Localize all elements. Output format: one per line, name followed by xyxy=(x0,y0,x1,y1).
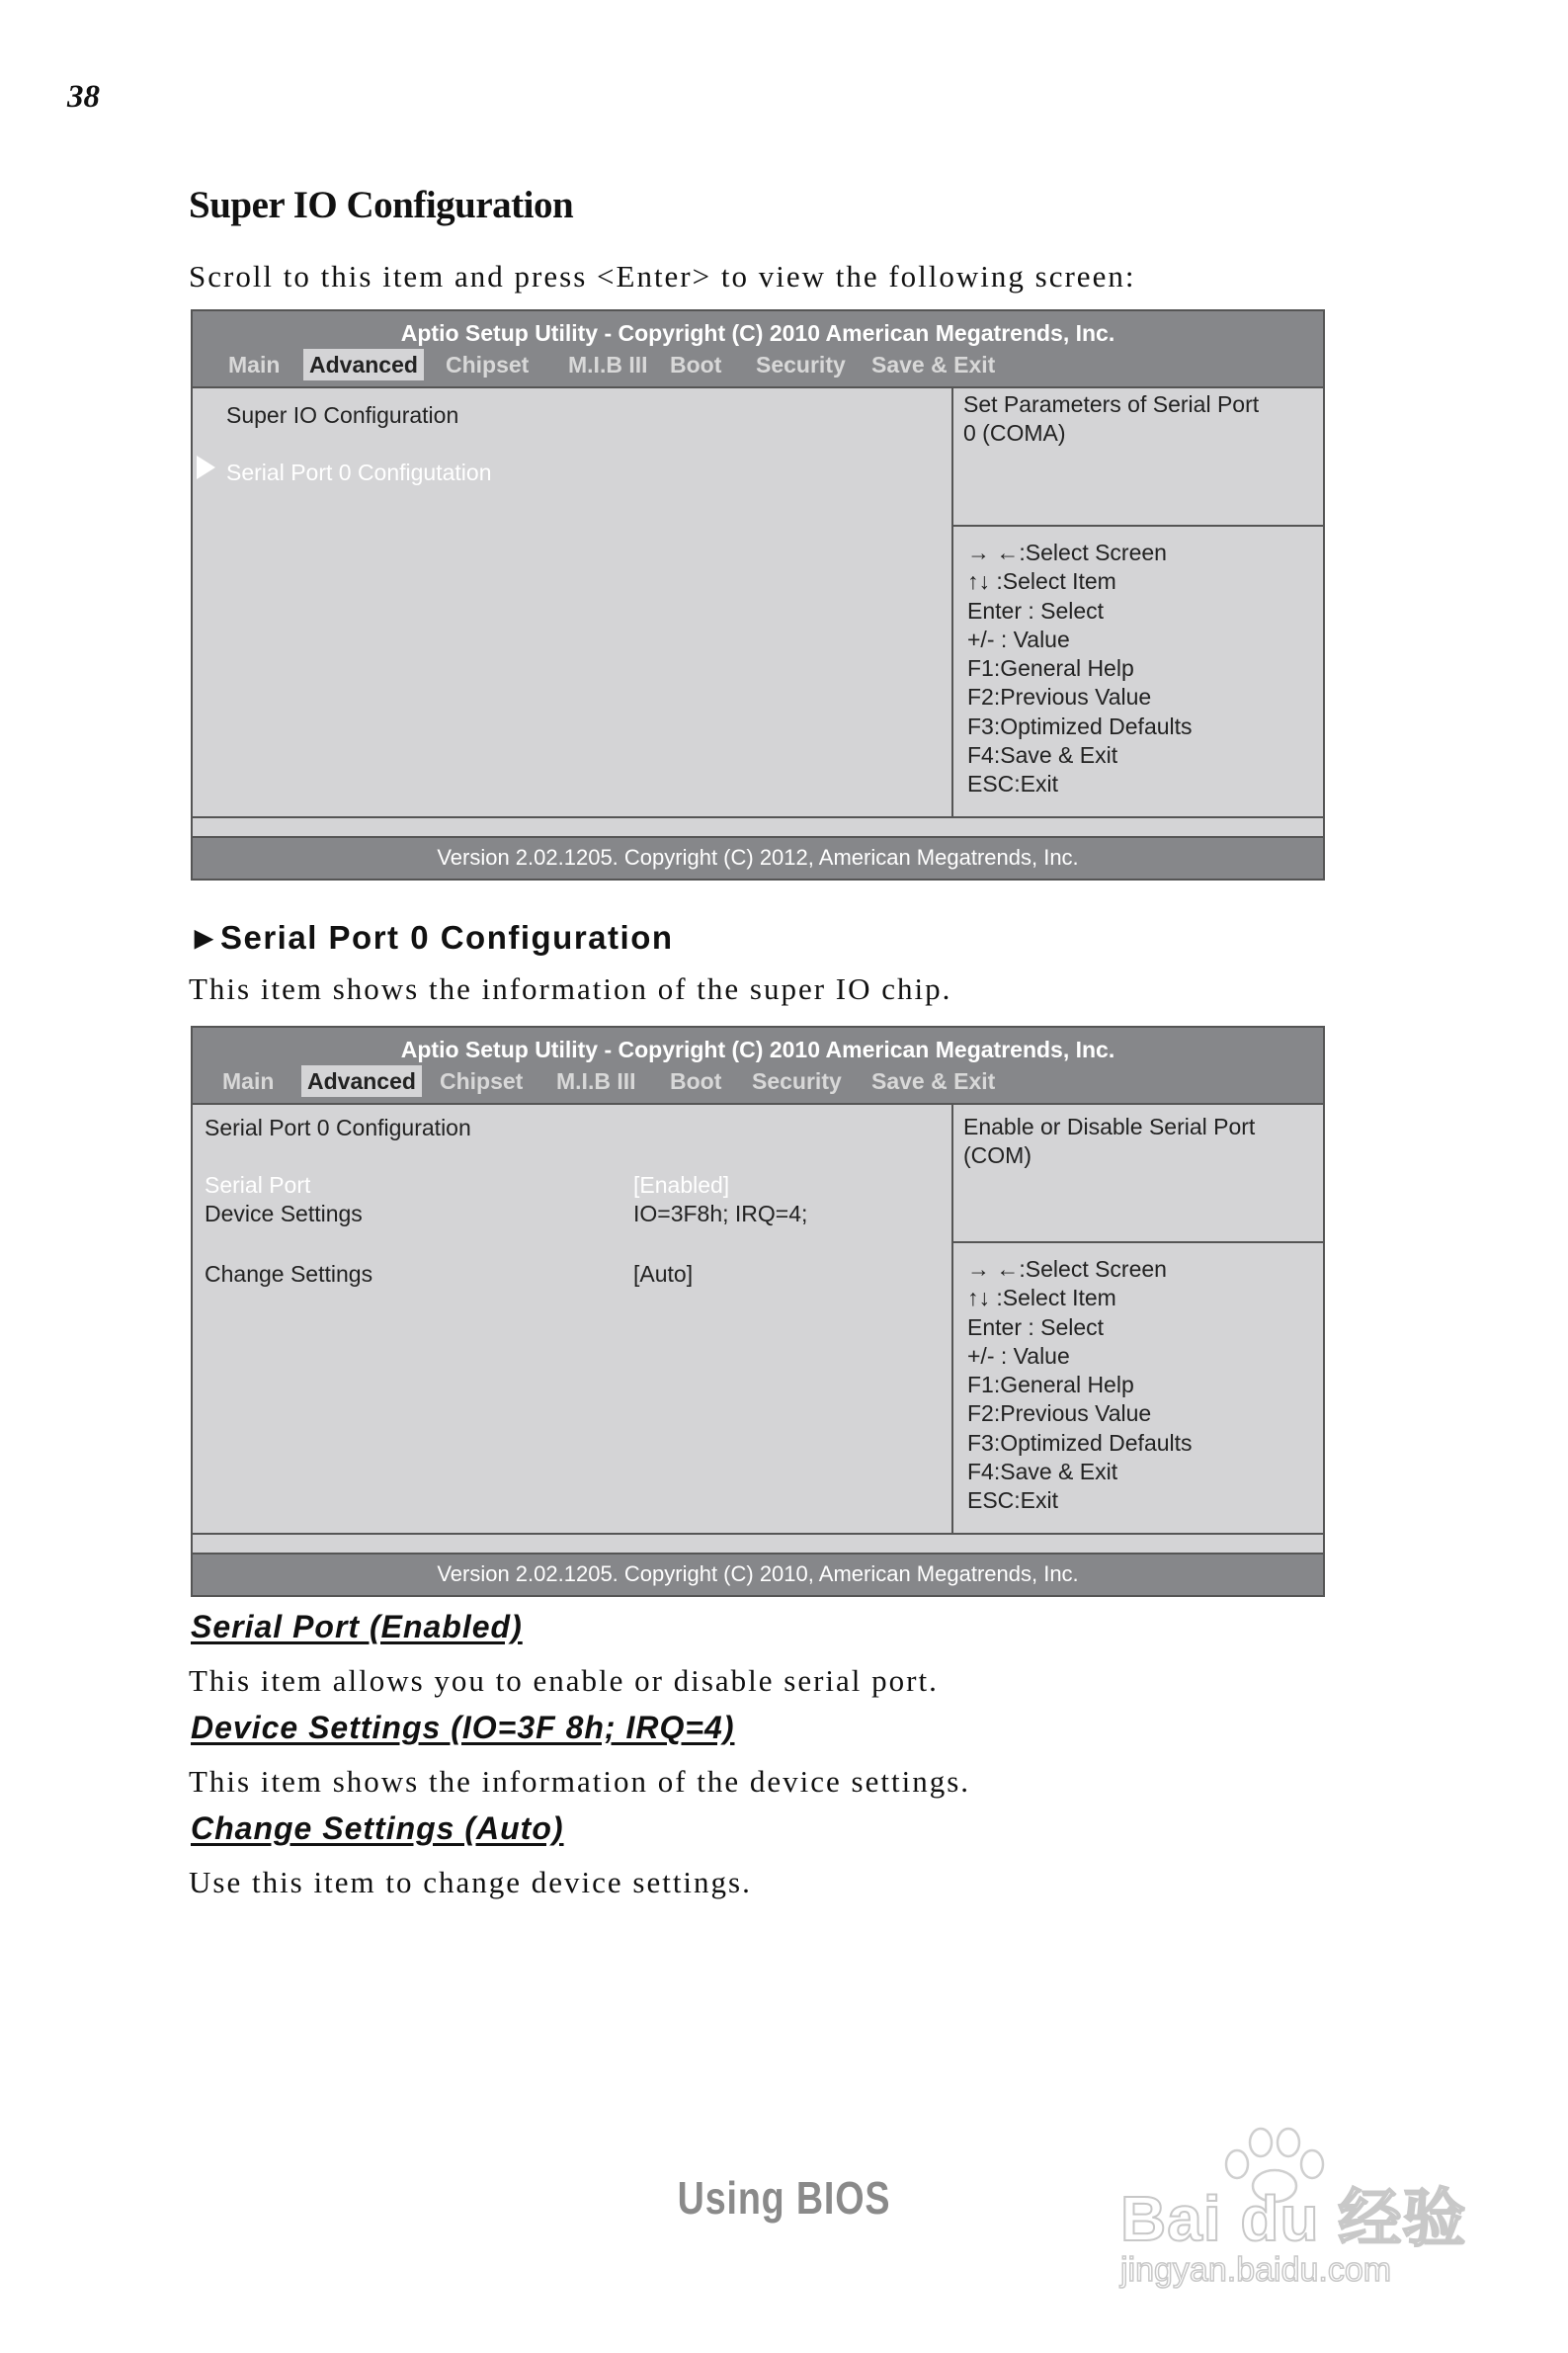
subsection-text: This item shows the information of the super IO chip. xyxy=(189,971,952,1006)
bios-divider xyxy=(193,816,1323,838)
key-f4: F4:Save & Exit xyxy=(967,742,1118,769)
item-heading-change-settings: Change Settings (Auto) xyxy=(191,1810,564,1846)
tab-main[interactable]: Main xyxy=(228,352,281,378)
help-text-line2: 0 (COMA) xyxy=(963,420,1066,446)
footer-title: Using BIOS xyxy=(677,2172,891,2224)
bios-screen-super-io xyxy=(191,309,1325,881)
left-right-arrows-icon: → ← xyxy=(967,540,1020,565)
tab-boot[interactable]: Boot xyxy=(670,1068,722,1094)
setting-value-change-settings[interactable]: [Auto] xyxy=(633,1261,694,1287)
section-intro: Scroll to this item and press <Enter> to view the following screen: xyxy=(189,259,1136,294)
item-text-serial-port: This item allows you to enable or disable serial port. xyxy=(189,1663,939,1698)
key-enter: Enter : Select xyxy=(967,597,1105,624)
key-esc: ESC:Exit xyxy=(967,771,1059,798)
key-value: +/- : Value xyxy=(967,626,1070,652)
key-legend xyxy=(953,1243,1323,1533)
bios-main-panel xyxy=(193,1105,953,1533)
bios-footer: Version 2.02.1205. Copyright (C) 2012, American Megatrends, Inc. xyxy=(193,836,1323,879)
help-text-line2: (COM) xyxy=(963,1142,1032,1168)
page-number: 38 xyxy=(67,79,100,115)
key-select-item: ↑↓ :Select Item xyxy=(967,1285,1116,1311)
key-f3: F3:Optimized Defaults xyxy=(967,1429,1193,1456)
baidu-watermark xyxy=(1107,2125,1482,2303)
setting-label-device-settings: Device Settings xyxy=(205,1201,363,1226)
bios-title: Aptio Setup Utility - Copyright (C) 2010 American Megatrends, Inc. xyxy=(400,1037,1115,1062)
key-legend xyxy=(953,527,1323,816)
up-down-arrows-icon: ↑↓ xyxy=(967,1285,997,1311)
tab-mib[interactable]: M.I.B III xyxy=(556,1068,636,1094)
bios-footer: Version 2.02.1205. Copyright (C) 2010, American Megatrends, Inc. xyxy=(193,1553,1323,1595)
left-right-arrows-icon: → ← xyxy=(967,1256,1020,1282)
setting-label-serial-port[interactable]: Serial Port xyxy=(205,1172,311,1198)
tab-advanced[interactable]: Advanced xyxy=(303,349,424,380)
tab-mib[interactable]: M.I.B III xyxy=(568,352,648,378)
tab-chipset[interactable]: Chipset xyxy=(440,1068,524,1094)
item-text-change-settings: Use this item to change device settings. xyxy=(189,1865,752,1899)
key-value: +/- : Value xyxy=(967,1342,1070,1369)
menu-item-serial-port-config[interactable]: Serial Port 0 Configutation xyxy=(226,460,492,485)
bios-divider xyxy=(193,1533,1323,1555)
key-f3: F3:Optimized Defaults xyxy=(967,713,1193,739)
key-esc: ESC:Exit xyxy=(967,1487,1059,1514)
key-f4: F4:Save & Exit xyxy=(967,1459,1118,1485)
play-triangle-icon: ▶ xyxy=(195,925,214,952)
key-f2: F2:Previous Value xyxy=(967,684,1152,711)
key-f1: F1:General Help xyxy=(967,1372,1134,1398)
screen-heading: Serial Port 0 Configuration xyxy=(205,1115,471,1140)
up-down-arrows-icon: ↑↓ xyxy=(967,568,997,595)
key-select-item: ↑↓ :Select Item xyxy=(967,568,1116,595)
bios-header xyxy=(193,311,1323,388)
help-text-line1: Set Parameters of Serial Port xyxy=(963,391,1260,417)
submenu-arrow-icon xyxy=(197,456,215,479)
help-panel xyxy=(953,1105,1323,1243)
section-title: Super IO Configuration xyxy=(189,184,574,226)
setting-label-change-settings[interactable]: Change Settings xyxy=(205,1261,373,1287)
bios-title: Aptio Setup Utility - Copyright (C) 2010 American Megatrends, Inc. xyxy=(400,320,1115,346)
tab-chipset[interactable]: Chipset xyxy=(446,352,530,378)
tab-security[interactable]: Security xyxy=(756,352,846,378)
item-heading-device-settings: Device Settings (IO=3F 8h; IRQ=4) xyxy=(191,1710,735,1745)
bios-header xyxy=(193,1028,1323,1105)
watermark-logo: Bai du 经验 xyxy=(1120,2183,1467,2254)
key-f1: F1:General Help xyxy=(967,655,1134,682)
bios-main-panel xyxy=(193,388,953,816)
tab-save-exit[interactable]: Save & Exit xyxy=(871,352,996,378)
key-f2: F2:Previous Value xyxy=(967,1400,1152,1427)
item-heading-serial-port: Serial Port (Enabled) xyxy=(191,1609,523,1644)
subsection-title: ▶ Serial Port 0 Configuration xyxy=(195,919,674,956)
watermark-url: jingyan.baidu.com xyxy=(1120,2251,1392,2289)
screen-heading: Super IO Configuration xyxy=(226,402,459,428)
tab-advanced[interactable]: Advanced xyxy=(301,1065,422,1097)
setting-value-device-settings: IO=3F8h; IRQ=4; xyxy=(633,1201,808,1226)
item-text-device-settings: This item shows the information of the device settings. xyxy=(189,1764,971,1799)
help-text-line1: Enable or Disable Serial Port xyxy=(963,1114,1256,1139)
tab-security[interactable]: Security xyxy=(752,1068,842,1094)
key-enter: Enter : Select xyxy=(967,1313,1105,1340)
help-panel xyxy=(953,388,1323,527)
tab-save-exit[interactable]: Save & Exit xyxy=(871,1068,996,1094)
setting-value-serial-port[interactable]: [Enabled] xyxy=(633,1172,730,1198)
key-select-screen: → ←:Select Screen xyxy=(967,1256,1167,1282)
tab-boot[interactable]: Boot xyxy=(670,352,722,378)
key-select-screen: → ←:Select Screen xyxy=(967,540,1167,565)
tab-main[interactable]: Main xyxy=(222,1068,275,1094)
bios-screen-serial-port xyxy=(191,1026,1325,1597)
